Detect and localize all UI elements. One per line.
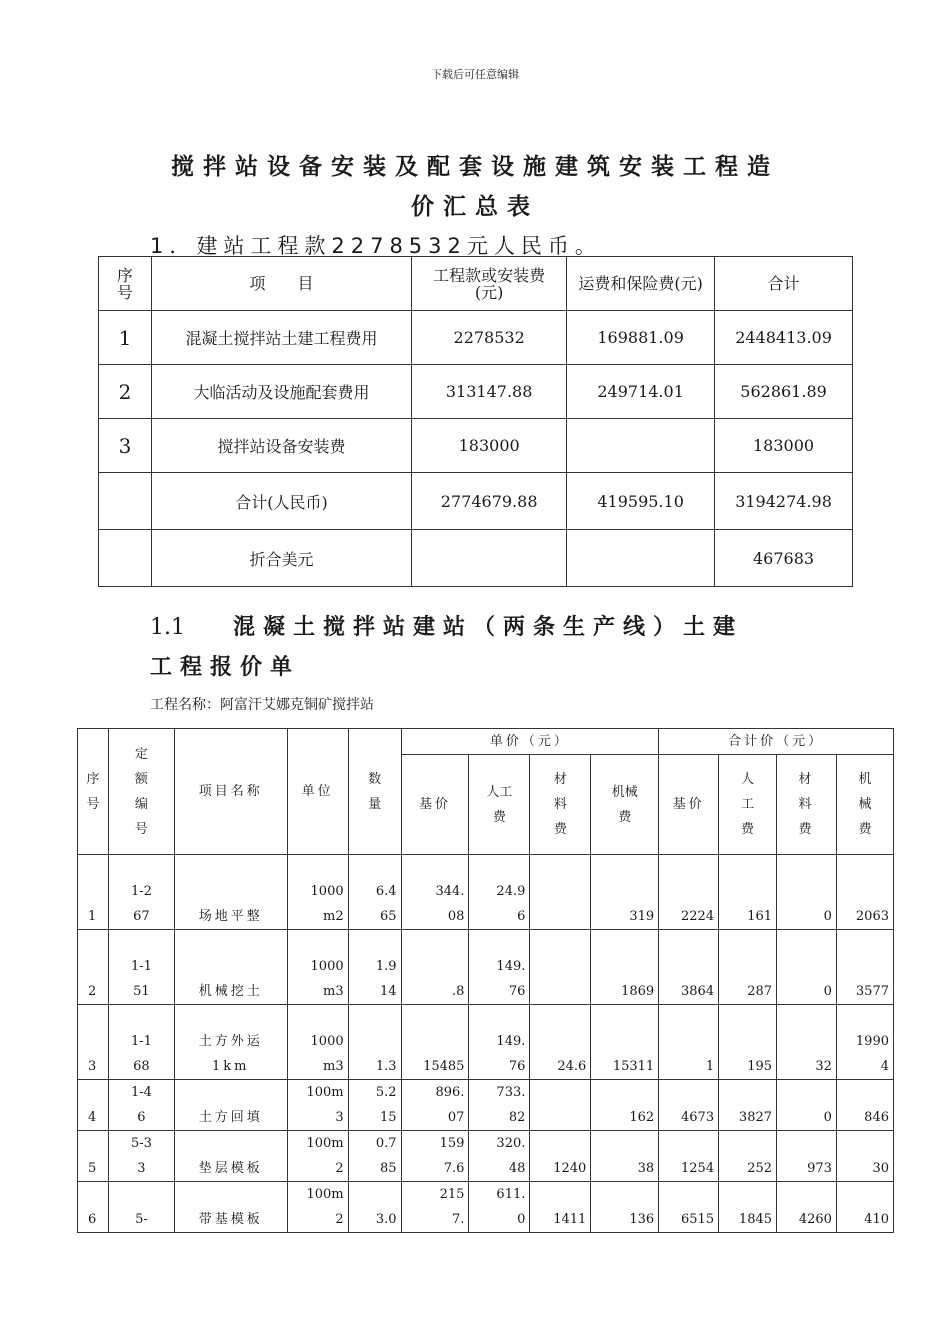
quote-cell-t-labor xyxy=(719,1005,777,1080)
quote-value: 1411 xyxy=(553,1212,587,1227)
quote-row xyxy=(78,855,894,930)
quote-value: 973 xyxy=(807,1161,832,1176)
quote-value: 1000m3 xyxy=(310,1034,344,1074)
summary-cell-total: 467683 xyxy=(715,530,853,587)
quote-value: 344.08 xyxy=(435,884,465,924)
quote-value: 1 xyxy=(705,1059,715,1074)
quote-value: .8 xyxy=(452,984,465,999)
summary-cell-item: 大临活动及设施配套费用 xyxy=(151,365,411,419)
quote-value: 5-33 xyxy=(130,1136,152,1176)
quote-cell-base xyxy=(401,1182,469,1233)
quote-cell-t-base xyxy=(659,1131,719,1182)
quote-value: 2 xyxy=(88,984,97,999)
summary-row xyxy=(99,311,853,365)
quote-cell-machine xyxy=(591,1182,659,1233)
quote-value: 1254 xyxy=(681,1161,715,1176)
quote-value: 3.0 xyxy=(375,1212,397,1227)
quote-cell-quota xyxy=(108,1131,174,1182)
quote-cell-t-base xyxy=(659,930,719,1005)
quote-value: 1000m3 xyxy=(310,959,344,999)
quote-cell-material xyxy=(530,1182,591,1233)
quote-cell-t-labor xyxy=(719,1182,777,1233)
quote-value: 1-46 xyxy=(130,1085,152,1125)
quote-value: 6 xyxy=(88,1212,97,1227)
quote-header-unit: 单位 xyxy=(287,729,348,855)
summary-header-no: 序号 xyxy=(99,257,152,311)
quote-value: 162 xyxy=(629,1110,655,1125)
quote-cell-base xyxy=(401,1080,469,1131)
quote-cell-labor xyxy=(469,855,530,930)
quote-value: 410 xyxy=(864,1212,889,1227)
quote-cell-name xyxy=(174,1005,287,1080)
quote-cell-name xyxy=(174,1080,287,1131)
summary-cell-no: 3 xyxy=(99,419,152,473)
quote-cell-t-material xyxy=(777,1131,837,1182)
quote-value: 6.465 xyxy=(375,884,397,924)
quote-cell-t-material xyxy=(777,930,837,1005)
quote-row xyxy=(78,1005,894,1080)
quote-value: 4 xyxy=(88,1110,97,1125)
summary-cell-total: 562861.89 xyxy=(715,365,853,419)
summary-cell-no xyxy=(99,530,152,587)
summary-cell-no: 2 xyxy=(99,365,152,419)
quote-value: 1.914 xyxy=(375,959,397,999)
quote-cell-t-labor xyxy=(719,930,777,1005)
quote-cell-t-machine xyxy=(836,1131,893,1182)
quote-value: 土方外运1km xyxy=(198,1034,263,1074)
quote-cell-no xyxy=(78,1182,109,1233)
quote-value: 287 xyxy=(747,984,773,999)
summary-table xyxy=(98,256,853,587)
quote-cell-t-machine xyxy=(836,1005,893,1080)
quote-cell-t-machine xyxy=(836,1080,893,1131)
quote-cell-qty xyxy=(348,1182,401,1233)
quote-value: 1 xyxy=(88,909,97,924)
quote-cell-machine xyxy=(591,855,659,930)
quote-cell-t-machine xyxy=(836,855,893,930)
section-2-number: 1.1 xyxy=(150,615,185,640)
quote-value: 5 xyxy=(88,1161,97,1176)
quote-value: 1869 xyxy=(621,984,655,999)
summary-cell-total: 3194274.98 xyxy=(715,473,853,530)
quote-value: 带基模板 xyxy=(198,1212,263,1227)
quote-value: 0 xyxy=(823,984,832,999)
quote-value: 4260 xyxy=(798,1212,832,1227)
quote-header-total-machine: 机械费 xyxy=(836,755,893,855)
quote-header-machine: 机械费 xyxy=(591,755,659,855)
quote-header-total-base: 基价 xyxy=(659,755,719,855)
summary-cell-cost xyxy=(412,530,567,587)
quote-header-quota: 定额编号 xyxy=(108,729,174,855)
project-name: 工程名称：阿富汗艾娜克铜矿搅拌站 xyxy=(150,697,374,713)
quote-cell-material xyxy=(530,930,591,1005)
quote-value: 30 xyxy=(872,1161,889,1176)
quote-cell-quota xyxy=(108,930,174,1005)
quote-header-base: 基价 xyxy=(401,755,469,855)
section-2-heading xyxy=(150,610,743,641)
quote-value: 1-168 xyxy=(130,1034,152,1074)
quote-header-row-1 xyxy=(78,729,894,755)
quote-value: 319 xyxy=(629,909,655,924)
summary-cell-total: 2448413.09 xyxy=(715,311,853,365)
quote-value: 5.215 xyxy=(375,1085,397,1125)
quote-header-labor: 人工费 xyxy=(469,755,530,855)
quote-cell-unit xyxy=(287,1080,348,1131)
quote-header-name: 项目名称 xyxy=(174,729,287,855)
quote-cell-qty xyxy=(348,855,401,930)
quote-header-no: 序号 xyxy=(78,729,109,855)
quote-cell-machine xyxy=(591,930,659,1005)
quote-value: 896.07 xyxy=(435,1085,465,1125)
summary-cell-no xyxy=(99,473,152,530)
quote-header-unit-price: 单价（元） xyxy=(401,729,659,755)
quote-cell-material xyxy=(530,1080,591,1131)
quote-cell-no xyxy=(78,855,109,930)
quote-value: 机械挖土 xyxy=(198,984,263,999)
quote-table xyxy=(77,728,894,1233)
quote-row xyxy=(78,930,894,1005)
summary-cell-freight xyxy=(567,419,715,473)
quote-cell-t-machine xyxy=(836,930,893,1005)
quote-value: 1.3 xyxy=(375,1059,397,1074)
summary-row xyxy=(99,530,853,587)
quote-value: 733.82 xyxy=(496,1085,526,1125)
quote-value: 24.96 xyxy=(496,884,526,924)
summary-row xyxy=(99,473,853,530)
quote-cell-t-material xyxy=(777,855,837,930)
quote-cell-t-base xyxy=(659,1182,719,1233)
quote-value: 1000m2 xyxy=(310,884,344,924)
quote-value: 100m2 xyxy=(306,1136,344,1176)
quote-value: 320.48 xyxy=(496,1136,526,1176)
quote-cell-machine xyxy=(591,1080,659,1131)
quote-value: 32 xyxy=(815,1059,832,1074)
quote-cell-t-base xyxy=(659,855,719,930)
quote-value: 2157. xyxy=(439,1187,465,1227)
quote-value: 195 xyxy=(747,1059,773,1074)
document-title: 搅拌站设备安装及配套设施建筑安装工程造 xyxy=(171,154,779,180)
quote-value: 1-267 xyxy=(130,884,152,924)
quote-cell-name xyxy=(174,1182,287,1233)
summary-cell-freight: 249714.01 xyxy=(567,365,715,419)
quote-cell-t-material xyxy=(777,1080,837,1131)
quote-cell-quota xyxy=(108,1080,174,1131)
quote-value: 19904 xyxy=(855,1034,889,1074)
header-note: 下载后可任意编辑 xyxy=(431,68,519,81)
summary-header-cost: 工程款或安装费(元) xyxy=(412,257,567,311)
quote-cell-qty xyxy=(348,1005,401,1080)
section-2-title: 混凝土搅拌站建站（两条生产线）土建 xyxy=(233,615,744,640)
quote-cell-no xyxy=(78,1080,109,1131)
summary-header-row xyxy=(99,257,853,311)
quote-cell-unit xyxy=(287,1005,348,1080)
summary-cell-item: 合计(人民币) xyxy=(151,473,411,530)
quote-value: 3 xyxy=(88,1059,97,1074)
summary-header-item: 项 目 xyxy=(151,257,411,311)
quote-cell-no xyxy=(78,930,109,1005)
quote-cell-unit xyxy=(287,930,348,1005)
quote-row xyxy=(78,1080,894,1131)
quote-cell-labor xyxy=(469,1182,530,1233)
quote-cell-name xyxy=(174,930,287,1005)
quote-value: 161 xyxy=(747,909,773,924)
quote-cell-t-machine xyxy=(836,1182,893,1233)
summary-cell-no: 1 xyxy=(99,311,152,365)
quote-cell-t-labor xyxy=(719,1080,777,1131)
quote-cell-labor xyxy=(469,1131,530,1182)
quote-value: 6515 xyxy=(681,1212,715,1227)
quote-value: 149.76 xyxy=(496,1034,526,1074)
quote-cell-base xyxy=(401,930,469,1005)
quote-cell-qty xyxy=(348,1131,401,1182)
section-2-heading-line2: 工程报价单 xyxy=(150,655,301,680)
quote-value: 0.785 xyxy=(375,1136,397,1176)
summary-cell-cost: 2278532 xyxy=(412,311,567,365)
summary-cell-freight: 419595.10 xyxy=(567,473,715,530)
quote-cell-t-labor xyxy=(719,855,777,930)
quote-cell-unit xyxy=(287,1182,348,1233)
quote-value: 100m2 xyxy=(306,1187,344,1227)
quote-value: 136 xyxy=(629,1212,655,1227)
quote-cell-t-material xyxy=(777,1005,837,1080)
quote-value: 846 xyxy=(864,1110,889,1125)
summary-cell-item: 搅拌站设备安装费 xyxy=(151,419,411,473)
quote-cell-base xyxy=(401,855,469,930)
summary-header-total: 合计 xyxy=(715,257,853,311)
quote-value: 0 xyxy=(823,909,832,924)
quote-value: 垫层模板 xyxy=(198,1161,263,1176)
quote-row xyxy=(78,1182,894,1233)
summary-cell-item: 折合美元 xyxy=(151,530,411,587)
summary-cell-item: 混凝土搅拌站土建工程费用 xyxy=(151,311,411,365)
quote-cell-labor xyxy=(469,1080,530,1131)
summary-cell-freight: 169881.09 xyxy=(567,311,715,365)
quote-cell-quota xyxy=(108,1005,174,1080)
quote-cell-base xyxy=(401,1131,469,1182)
quote-cell-unit xyxy=(287,855,348,930)
quote-cell-no xyxy=(78,1005,109,1080)
quote-value: 252 xyxy=(747,1161,773,1176)
quote-header-material: 材料费 xyxy=(530,755,591,855)
quote-value: 2224 xyxy=(681,909,715,924)
quote-value: 场地平整 xyxy=(198,909,263,924)
quote-value: 2063 xyxy=(855,909,889,924)
quote-value: 3577 xyxy=(855,984,889,999)
quote-cell-t-labor xyxy=(719,1131,777,1182)
quote-cell-material xyxy=(530,1131,591,1182)
quote-header-total-price: 合计价（元） xyxy=(659,729,894,755)
quote-value: 3827 xyxy=(738,1110,773,1125)
quote-cell-t-base xyxy=(659,1005,719,1080)
summary-cell-cost: 313147.88 xyxy=(412,365,567,419)
quote-value: 1-151 xyxy=(130,959,152,999)
quote-value: 1845 xyxy=(738,1212,773,1227)
quote-header-total-material: 材料费 xyxy=(777,755,837,855)
quote-value: 24.6 xyxy=(557,1059,587,1074)
quote-cell-labor xyxy=(469,1005,530,1080)
quote-cell-quota xyxy=(108,855,174,930)
document-title-line2: 价汇总表 xyxy=(411,194,539,220)
summary-cell-cost: 183000 xyxy=(412,419,567,473)
quote-cell-unit xyxy=(287,1131,348,1182)
quote-value: 100m3 xyxy=(306,1085,344,1125)
quote-cell-name xyxy=(174,1131,287,1182)
quote-cell-material xyxy=(530,1005,591,1080)
summary-header-freight: 运费和保险费(元) xyxy=(567,257,715,311)
quote-value: 15485 xyxy=(423,1059,465,1074)
quote-value: 0 xyxy=(823,1110,832,1125)
quote-value: 611.0 xyxy=(496,1187,526,1227)
quote-value: 4673 xyxy=(681,1110,715,1125)
quote-value: 38 xyxy=(637,1161,655,1176)
quote-cell-machine xyxy=(591,1005,659,1080)
quote-value: 土方回填 xyxy=(198,1110,263,1125)
quote-value: 3864 xyxy=(681,984,715,999)
section-1-heading: 1．建站工程款2278532元人民币。 xyxy=(150,234,602,258)
summary-cell-total: 183000 xyxy=(715,419,853,473)
quote-value: 15311 xyxy=(612,1059,655,1074)
quote-cell-qty xyxy=(348,1080,401,1131)
summary-row xyxy=(99,419,853,473)
quote-value: 1597.6 xyxy=(439,1136,465,1176)
quote-cell-base xyxy=(401,1005,469,1080)
quote-header-qty: 数量 xyxy=(348,729,401,855)
quote-cell-machine xyxy=(591,1131,659,1182)
summary-cell-freight xyxy=(567,530,715,587)
quote-header-total-labor: 人工费 xyxy=(719,755,777,855)
quote-cell-quota xyxy=(108,1182,174,1233)
quote-cell-material xyxy=(530,855,591,930)
quote-cell-name xyxy=(174,855,287,930)
quote-value: 149.76 xyxy=(496,959,526,999)
quote-cell-no xyxy=(78,1131,109,1182)
summary-row xyxy=(99,365,853,419)
quote-cell-t-base xyxy=(659,1080,719,1131)
summary-cell-cost: 2774679.88 xyxy=(412,473,567,530)
quote-value: 5- xyxy=(135,1212,148,1227)
quote-row xyxy=(78,1131,894,1182)
quote-cell-t-material xyxy=(777,1182,837,1233)
quote-cell-labor xyxy=(469,930,530,1005)
quote-cell-qty xyxy=(348,930,401,1005)
quote-value: 1240 xyxy=(553,1161,587,1176)
